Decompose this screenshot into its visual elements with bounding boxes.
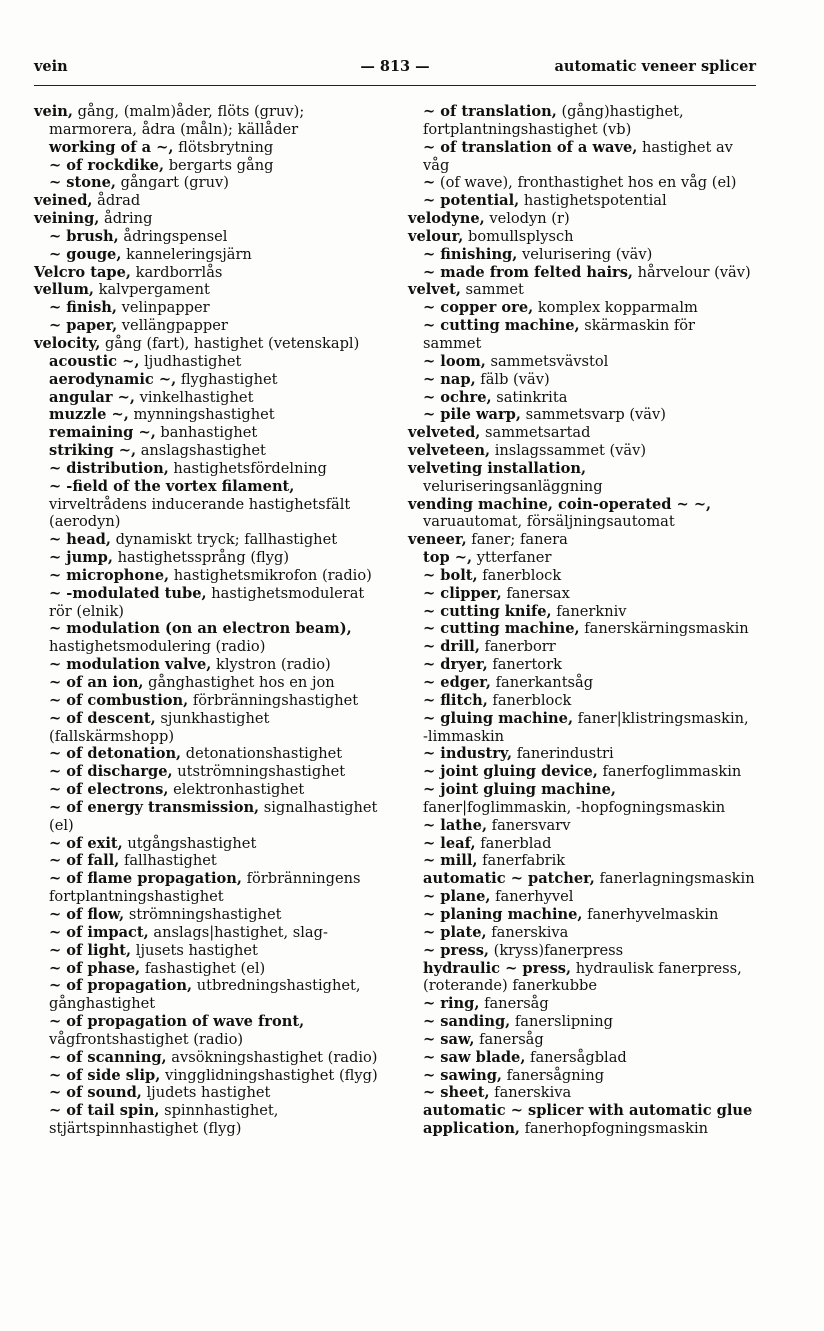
entry-term: angular ~,	[49, 388, 135, 406]
entry-term: ~ planing machine,	[423, 905, 583, 923]
sub-entry	[408, 781, 758, 817]
entry-term: ~ of translation of a wave,	[423, 138, 638, 156]
sub-entry	[408, 924, 758, 942]
entry-term: ~ edger,	[423, 674, 491, 691]
entry-term: ~ sawing,	[423, 1066, 502, 1084]
sub-entry	[408, 656, 758, 674]
entry-term: ~ of flow,	[49, 905, 125, 923]
entry-term: ~ of fall,	[49, 852, 120, 870]
entry-term: remaining ~,	[49, 424, 156, 442]
entry-translation: förbränningens fortplantningshastighet	[49, 870, 361, 906]
entry-term: ~ of propagation,	[49, 977, 193, 995]
entry-term: ~ jump,	[49, 549, 113, 567]
entry-translation: skärmaskin för sammet	[423, 317, 696, 352]
sub-entry	[34, 460, 386, 478]
entry-term: ~ microphone,	[49, 566, 170, 584]
headword-entry	[34, 335, 386, 353]
entry-translation: sjunkhastighet (fallskärmshopp)	[49, 709, 270, 745]
entry-translation: faner|klistringsmaskin, -limmaskin	[423, 709, 749, 745]
entry-translation: flötsbrytning	[173, 138, 274, 156]
entry-translation: spinnhastighet, stjärtspinnhastighet (flyg)	[49, 1102, 279, 1138]
entry-term: ~ of side slip,	[49, 1066, 161, 1084]
sub-entry	[34, 710, 386, 746]
entry-term: ~ of detonation,	[49, 745, 182, 763]
entry-term: ~ of discharge,	[49, 763, 173, 781]
entry-translation: (gång)hastighet, fortplantningshastighet (vb)	[423, 103, 684, 138]
entry-term: ~ joint gluing machine,	[423, 781, 617, 799]
sub-entry	[34, 174, 386, 192]
sub-entry	[408, 620, 758, 638]
entry-translation: fanerkniv	[551, 602, 627, 620]
entry-translation: hastighetsmikrofon (radio)	[169, 566, 372, 584]
entry-translation: strömningshastighet	[124, 905, 282, 923]
sub-entry	[408, 763, 758, 781]
entry-translation: gånghastighet hos en jon	[143, 674, 335, 691]
sub-entry	[34, 139, 386, 157]
entry-translation: fanerfoglimmaskin	[597, 763, 742, 781]
sub-entry	[34, 781, 386, 799]
entry-term: Velcro tape,	[34, 263, 131, 281]
header-first-word: vein	[34, 58, 68, 75]
sub-entry	[34, 942, 386, 960]
sub-entry	[34, 799, 386, 835]
entry-term: ~ joint gluing device,	[423, 763, 598, 781]
entry-translation: hastighet av våg	[423, 138, 733, 174]
sub-entry	[408, 1049, 758, 1067]
sub-entry	[408, 817, 758, 835]
sub-entry	[408, 906, 758, 924]
entry-translation: signalhastighet (el)	[49, 798, 378, 834]
entry-translation: hastighetsmodulerat rör (elnik)	[49, 584, 365, 620]
entry-term: ~ of flame propagation,	[49, 870, 242, 888]
sub-entry	[34, 835, 386, 853]
header-rule	[34, 85, 756, 86]
entry-term: ~ cutting knife,	[423, 602, 552, 620]
entry-term: ~ potential,	[423, 192, 520, 210]
entry-translation: fanerhopfogningsmaskin	[520, 1120, 709, 1138]
entry-term: ~ of exit,	[49, 834, 123, 852]
entry-term: ~ distribution,	[49, 459, 169, 477]
entry-term: ~ copper ore,	[423, 299, 534, 317]
entry-term: ~ paper,	[49, 317, 118, 335]
entry-term: ~	[423, 174, 436, 192]
entry-translation: hastighetspotential	[519, 192, 667, 210]
entry-term: aerodynamic ~,	[49, 370, 177, 388]
entry-term: velour,	[408, 227, 464, 245]
entry-term: ~ ring,	[423, 995, 480, 1013]
entry-term: ~ of energy transmission,	[49, 798, 260, 816]
entry-term: ~ mill,	[423, 852, 478, 870]
headword-entry	[408, 281, 758, 299]
entry-translation: hydraulisk fanerpress, (roterande) fanerkubbe	[423, 959, 742, 995]
sub-entry	[408, 549, 758, 567]
entry-translation: utströmningshastighet	[172, 763, 346, 781]
sub-entry	[408, 317, 758, 353]
entry-translation: (kryss)fanerpress	[489, 941, 624, 959]
entry-translation: sammetsartad	[480, 424, 591, 442]
sub-entry	[34, 567, 386, 585]
headword-entry	[408, 496, 758, 532]
left-column	[34, 103, 386, 1138]
entry-translation: fanerblad	[475, 834, 552, 852]
entry-translation: velurisering (väv)	[517, 245, 653, 263]
sub-entry	[34, 585, 386, 621]
entry-term: velveteen,	[408, 442, 491, 460]
entry-term: muzzle ~,	[49, 406, 129, 424]
entry-translation: (of wave), fronthastighet hos en våg (el)	[435, 174, 737, 192]
entry-term: top ~,	[423, 549, 473, 567]
entry-term: ~ plane,	[423, 888, 491, 906]
entry-term: ~ of light,	[49, 941, 132, 959]
entry-translation: banhastighet	[155, 424, 258, 442]
entry-translation: kalvpergament	[94, 281, 210, 299]
entry-translation: fanerslipning	[510, 1013, 613, 1031]
entry-translation: fashastighet (el)	[140, 959, 266, 977]
entry-translation: fanerborr	[479, 638, 556, 656]
entry-term: ~ flitch,	[423, 691, 488, 709]
entry-term: ~ gluing machine,	[423, 709, 574, 727]
entry-term: ~ finish,	[49, 299, 117, 317]
headword-entry	[34, 264, 386, 282]
sub-entry	[34, 549, 386, 567]
entry-translation: sammet	[460, 281, 524, 299]
entry-translation: hastighetssprång (flyg)	[112, 549, 290, 567]
entry-term: ~ stone,	[49, 174, 116, 192]
entry-translation: velinpapper	[116, 299, 210, 317]
sub-entry	[408, 264, 758, 282]
sub-entry	[408, 1013, 758, 1031]
sub-entry	[408, 567, 758, 585]
entry-translation: fanerskiva	[489, 1084, 572, 1102]
entry-translation: fallhastighet	[119, 852, 217, 870]
entry-translation: ytterfaner	[472, 549, 552, 567]
entry-term: ~ cutting machine,	[423, 620, 580, 638]
sub-entry	[34, 246, 386, 264]
sub-entry	[34, 1084, 386, 1102]
entry-translation: elektronhastighet	[168, 781, 305, 799]
entry-term: ~ saw blade,	[423, 1048, 526, 1066]
entry-term: ~ of rockdike,	[49, 156, 165, 174]
sub-entry	[34, 960, 386, 978]
entry-term: ~ bolt,	[423, 566, 478, 584]
entry-translation: fanerblock	[487, 691, 572, 709]
header-last-word: automatic veneer splicer	[554, 58, 756, 75]
entry-translation: utgångshastighet	[122, 834, 257, 852]
page-number: — 813 —	[360, 58, 430, 75]
entry-term: ~ of descent,	[49, 709, 156, 727]
headword-entry	[408, 228, 758, 246]
sub-entry	[408, 406, 758, 424]
entry-term: ~ of electrons,	[49, 781, 169, 799]
entry-term: ~ cutting machine,	[423, 317, 580, 335]
entry-term: ~ of translation,	[423, 103, 557, 120]
entry-term: ~ finishing,	[423, 245, 518, 263]
entry-translation: fanertork	[487, 656, 562, 674]
entry-translation: fanerskärningsmaskin	[579, 620, 749, 638]
entry-term: veining,	[34, 210, 100, 228]
sub-entry	[34, 674, 386, 692]
entry-translation: fanerblock	[477, 566, 562, 584]
entry-term: ~ head,	[49, 531, 111, 549]
sub-entry	[34, 763, 386, 781]
entry-term: acoustic ~,	[49, 352, 140, 370]
entry-translation: varuautomat, försäljningsautomat	[423, 513, 675, 531]
entry-term: ~ industry,	[423, 745, 513, 763]
entry-translation: komplex kopparmalm	[533, 299, 698, 317]
entry-term: ~ dryer,	[423, 656, 488, 674]
entry-translation: sammetsvävstol	[485, 352, 609, 370]
entry-translation: ådring	[99, 210, 153, 228]
sub-entry	[408, 638, 758, 656]
sub-entry	[34, 1049, 386, 1067]
entry-translation: gång, (malm)åder, flöts (gruv); marmorera, ådra (måln); källåder	[49, 103, 305, 138]
entry-term: ~ modulation valve,	[49, 656, 212, 674]
entry-translation: avsökningshastighet (radio)	[166, 1048, 378, 1066]
headword-entry	[34, 210, 386, 228]
sub-entry	[408, 246, 758, 264]
headword-entry	[408, 460, 758, 496]
entry-translation: fanerindustri	[512, 745, 614, 763]
entry-translation: fanerkantsåg	[491, 674, 594, 691]
sub-entry	[34, 1102, 386, 1138]
sub-entry	[34, 977, 386, 1013]
entry-translation: detonationshastighet	[181, 745, 343, 763]
entry-translation: ådringspensel	[118, 227, 228, 245]
sub-entry	[34, 924, 386, 942]
entry-term: ~ -field of the vortex filament,	[49, 477, 295, 495]
headword-entry	[34, 281, 386, 299]
entry-translation: faner|foglimmaskin, -hopfogningsmaskin	[423, 798, 726, 816]
sub-entry	[34, 406, 386, 424]
sub-entry	[408, 674, 758, 692]
entry-translation: fanersåg	[479, 995, 549, 1013]
entry-term: vending machine, coin-operated ~ ~,	[408, 495, 712, 513]
entry-translation: kanneleringsjärn	[121, 245, 252, 263]
entry-term: ~ of impact,	[49, 923, 149, 941]
entry-translation: hastighetsfördelning	[168, 459, 327, 477]
sub-entry	[408, 960, 758, 996]
sub-entry	[408, 852, 758, 870]
entry-term: veneer,	[408, 531, 467, 549]
entry-term: ~ lathe,	[423, 816, 488, 834]
entry-translation: kardborrlås	[130, 263, 223, 281]
sub-entry	[408, 942, 758, 960]
entry-term: ~ leaf,	[423, 834, 476, 852]
sub-entry	[34, 424, 386, 442]
entry-translation: veluriseringsanläggning	[423, 477, 603, 495]
entry-term: velveting installation,	[408, 459, 587, 477]
headword-entry	[34, 192, 386, 210]
entry-translation: fanerhyvel	[490, 888, 574, 906]
entry-term: ~ loom,	[423, 352, 486, 370]
entry-translation: fanerhyvelmaskin	[582, 905, 719, 923]
entry-term: velocity,	[34, 334, 101, 352]
sub-entry	[34, 656, 386, 674]
entry-translation: fälb (väv)	[475, 370, 550, 388]
entry-term: automatic ~ patcher,	[423, 870, 595, 888]
entry-translation: mynningshastighet	[128, 406, 275, 424]
entry-translation: fanerskiva	[486, 923, 569, 941]
entry-translation: fanersvarv	[487, 816, 571, 834]
entry-translation: hastighetsmodulering (radio)	[49, 638, 266, 656]
running-header	[34, 58, 756, 84]
entry-term: vellum,	[34, 281, 94, 299]
entry-translation: vågfrontshastighet (radio)	[49, 1030, 244, 1048]
entry-term: velvet,	[408, 281, 461, 299]
entry-term: ~ -modulated tube,	[49, 584, 207, 602]
entry-translation: sammetsvarp (väv)	[520, 406, 666, 424]
entry-translation: fanersågblad	[525, 1048, 627, 1066]
entry-translation: ljusets hastighet	[131, 941, 258, 959]
entry-translation: vinkelhastighet	[134, 388, 254, 406]
sub-entry	[408, 371, 758, 389]
sub-entry	[408, 585, 758, 603]
entry-term: ~ clipper,	[423, 584, 502, 602]
entry-term: ~ press,	[423, 941, 489, 959]
sub-entry	[408, 1031, 758, 1049]
sub-entry	[34, 353, 386, 371]
entry-translation: bomullsplysch	[463, 227, 574, 245]
sub-entry	[34, 299, 386, 317]
sub-entry	[408, 710, 758, 746]
entry-translation: faner; fanera	[466, 531, 568, 549]
sub-entry	[34, 389, 386, 407]
sub-entry	[34, 478, 386, 532]
sub-entry	[34, 692, 386, 710]
entry-term: ~ of phase,	[49, 959, 141, 977]
headword-entry	[34, 103, 386, 139]
sub-entry	[408, 603, 758, 621]
sub-entry	[34, 620, 386, 656]
sub-entry	[408, 888, 758, 906]
entry-term: ~ modulation (on an electron beam),	[49, 620, 352, 638]
sub-entry	[408, 692, 758, 710]
sub-entry	[34, 745, 386, 763]
sub-entry	[34, 157, 386, 175]
sub-entry	[408, 995, 758, 1013]
entry-translation: fanerlagningsmaskin	[594, 870, 755, 888]
sub-entry	[34, 1067, 386, 1085]
entry-translation: ljudets hastighet	[141, 1084, 271, 1102]
entry-translation: vingglidningshastighet (flyg)	[160, 1066, 378, 1084]
entry-term: ~ of scanning,	[49, 1048, 167, 1066]
entry-translation: ljudhastighet	[139, 352, 242, 370]
sub-entry	[408, 389, 758, 407]
sub-entry	[34, 906, 386, 924]
entry-term: ~ saw,	[423, 1030, 475, 1048]
entry-translation: fanersåg	[474, 1030, 544, 1048]
entry-translation: satinkrita	[491, 388, 568, 406]
sub-entry	[408, 299, 758, 317]
sub-entry	[408, 353, 758, 371]
entry-translation: virveltrådens inducerande hastighetsfält (aerodyn)	[49, 495, 351, 531]
entry-translation: fanersax	[501, 584, 570, 602]
sub-entry	[34, 531, 386, 549]
entry-term: striking ~,	[49, 442, 137, 460]
entry-translation: velodyn (r)	[484, 210, 570, 228]
entry-term: ~ of propagation of wave front,	[49, 1013, 305, 1031]
entry-term: ~ drill,	[423, 638, 480, 656]
entry-translation: flyghastighet	[176, 370, 278, 388]
sub-entry	[34, 317, 386, 335]
sub-entry	[408, 139, 758, 175]
sub-entry	[408, 192, 758, 210]
sub-entry	[408, 835, 758, 853]
entry-term: ~ sanding,	[423, 1013, 511, 1031]
entry-term: veined,	[34, 192, 93, 210]
sub-entry	[408, 1067, 758, 1085]
entry-term: ~ nap,	[423, 370, 476, 388]
entry-translation: anslags|hastighet, slag-	[148, 923, 328, 941]
sub-entry	[34, 852, 386, 870]
sub-entry	[408, 1084, 758, 1102]
entry-translation: anslagshastighet	[136, 442, 266, 460]
entry-term: ~ ochre,	[423, 388, 492, 406]
entry-term: ~ pile warp,	[423, 406, 521, 424]
entry-translation: bergarts gång	[164, 156, 274, 174]
sub-entry	[408, 745, 758, 763]
entry-term: automatic ~ splicer with automatic glue application,	[423, 1102, 753, 1138]
entry-translation: fanerfabrik	[477, 852, 566, 870]
entry-term: ~ of combustion,	[49, 691, 189, 709]
entry-term: ~ of an ion,	[49, 674, 144, 691]
headword-entry	[408, 442, 758, 460]
entry-translation: hårvelour (väv)	[633, 263, 751, 281]
sub-entry	[408, 103, 758, 139]
entry-translation: gångart (gruv)	[115, 174, 229, 192]
entry-term: working of a ~,	[49, 138, 174, 156]
headword-entry	[408, 531, 758, 549]
entry-translation: vellängpapper	[117, 317, 228, 335]
entry-term: ~ brush,	[49, 227, 119, 245]
right-column	[408, 103, 758, 1138]
sub-entry	[408, 1102, 758, 1138]
entry-translation: förbränningshastighet	[188, 691, 359, 709]
entry-translation: fanersågning	[501, 1066, 605, 1084]
entry-translation: utbredningshastighet, gånghastighet	[49, 977, 361, 1013]
entry-term: ~ made from felted hairs,	[423, 263, 634, 281]
sub-entry	[34, 870, 386, 906]
entry-translation: inslagssammet (väv)	[490, 442, 647, 460]
entry-term: ~ gouge,	[49, 245, 122, 263]
sub-entry	[34, 1013, 386, 1049]
sub-entry	[408, 870, 758, 888]
entry-term: velveted,	[408, 424, 481, 442]
entry-term: hydraulic ~ press,	[423, 959, 572, 977]
entry-term: ~ plate,	[423, 923, 487, 941]
sub-entry	[34, 228, 386, 246]
entry-translation: ådrad	[92, 192, 141, 210]
headword-entry	[408, 424, 758, 442]
sub-entry	[408, 174, 758, 192]
entry-term: ~ of tail spin,	[49, 1102, 160, 1120]
entry-term: velodyne,	[408, 210, 485, 228]
sub-entry	[34, 371, 386, 389]
headword-entry	[408, 210, 758, 228]
entry-translation: dynamiskt tryck; fallhastighet	[110, 531, 338, 549]
entry-term: vein,	[34, 103, 73, 120]
entry-translation: klystron (radio)	[211, 656, 331, 674]
sub-entry	[34, 442, 386, 460]
entry-term: ~ of sound,	[49, 1084, 142, 1102]
entry-translation: gång (fart), hastighet (vetenskapl)	[100, 334, 360, 352]
entry-term: ~ sheet,	[423, 1084, 490, 1102]
